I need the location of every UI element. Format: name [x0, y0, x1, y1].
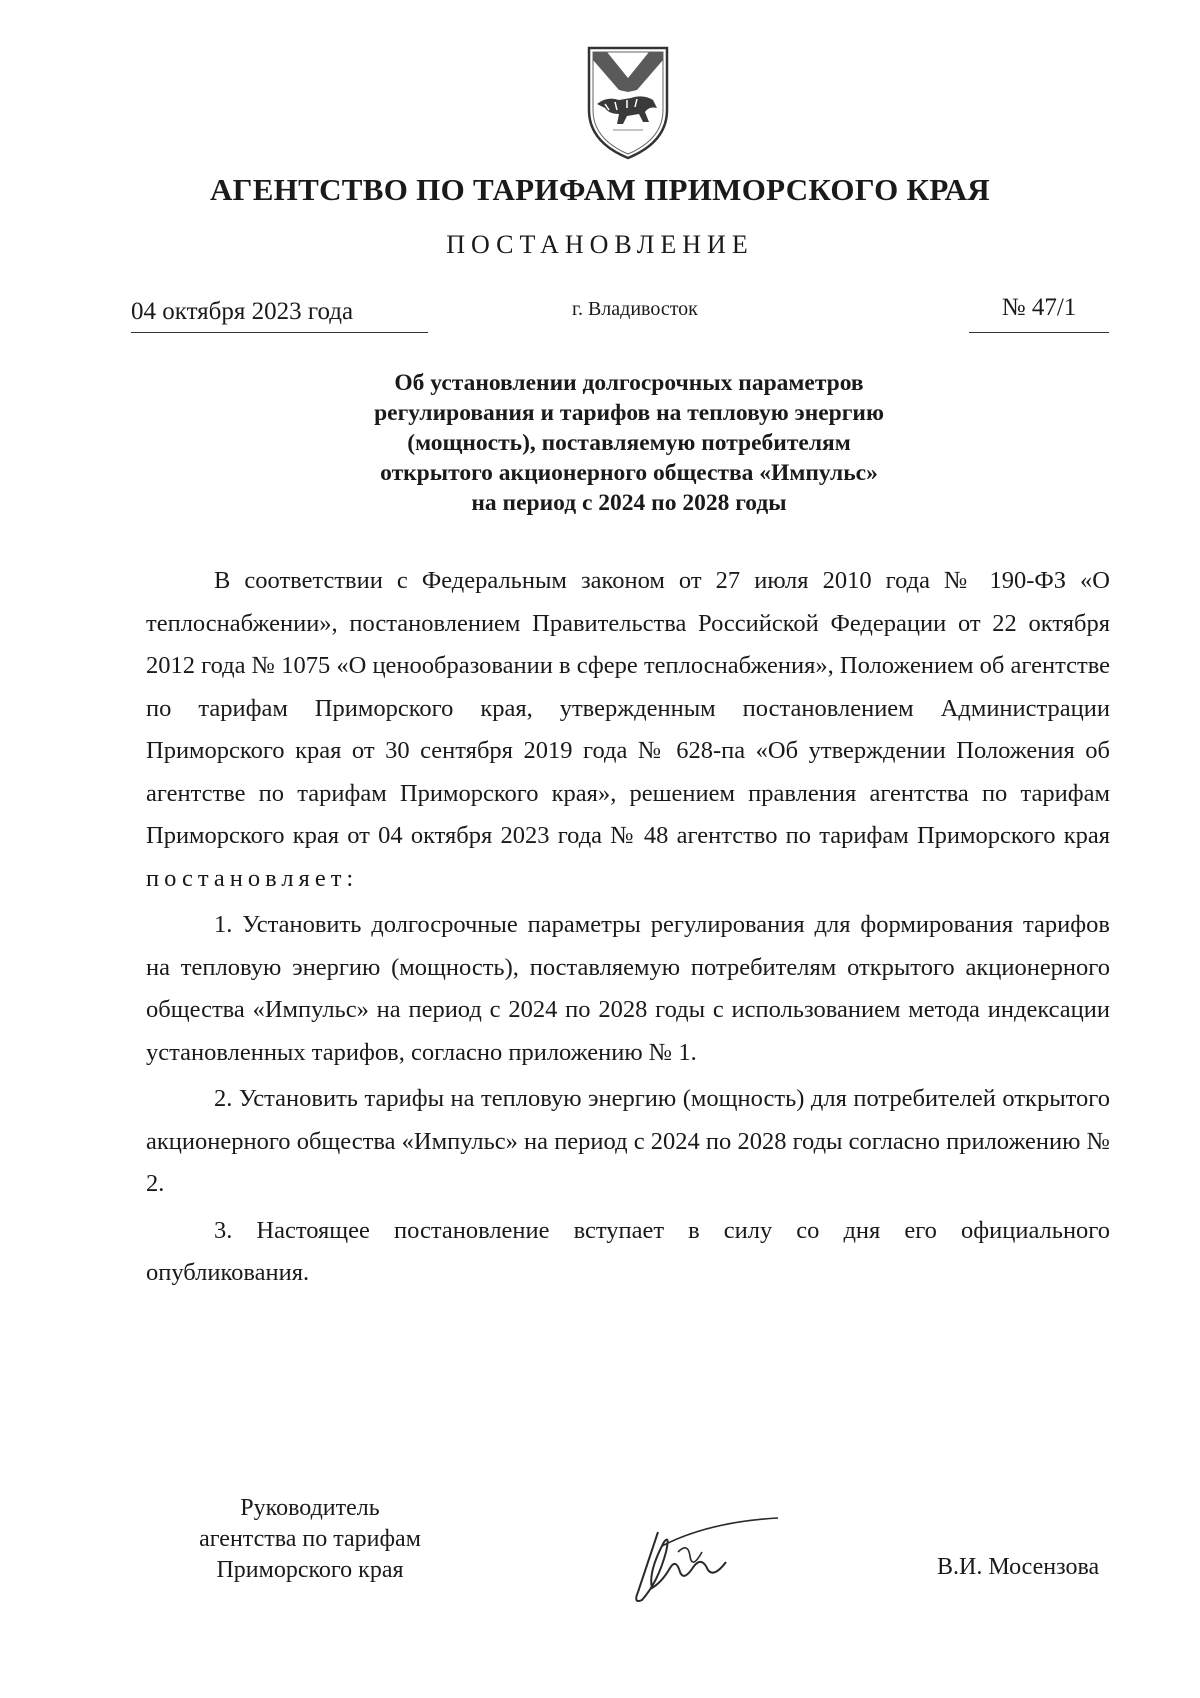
document-type: ПОСТАНОВЛЕНИЕ	[446, 230, 754, 259]
role-line: Руководитель	[240, 1495, 380, 1521]
signatory-role	[170, 1493, 450, 1586]
signature-icon	[618, 1512, 788, 1612]
item-3: 3. Настоящее постановление вступает в силу со дня его официального опубликования.	[146, 1216, 1110, 1286]
document-city: г. Владивосток	[572, 298, 698, 320]
title-line: открытого акционерного общества «Импульс»	[380, 460, 878, 486]
title-line: Об установлении долгосрочных параметров	[394, 370, 864, 396]
signatory-name: В.И. Мосензова	[937, 1554, 1100, 1580]
role-line: агентства по тарифам	[199, 1526, 421, 1552]
title-line: регулирования и тарифов на тепловую энергию	[374, 400, 884, 426]
document-date: 04 октября 2023 года	[131, 298, 428, 333]
title-line: (мощность), поставляемую потребителям	[407, 430, 851, 456]
document-body	[146, 560, 1110, 1295]
item-2: 2. Установить тарифы на тепловую энергию (мощность) для потребителей открытого акционерного общества «Импульс» на период с 2024 по 2028 годы согласно приложению № 2.	[146, 1085, 1110, 1197]
agency-name: АГЕНТСТВО ПО ТАРИФАМ ПРИМОРСКОГО КРАЯ	[210, 172, 990, 207]
resolves-word: постановляет:	[146, 864, 359, 892]
role-line: Приморского края	[216, 1557, 404, 1583]
document-number: № 47/1	[969, 294, 1109, 333]
item-1: 1. Установить долгосрочные параметры регулирования для формирования тарифов на тепловую энергию (мощность), поставляемую потребителям открытого акционерного общества «Импульс» на период с 2024 по 2028 годы с использованием метода индексации установленных тарифов, согласно приложению № 1.	[146, 911, 1110, 1066]
preamble-text: В соответствии с Федеральным законом от 27 июля 2010 года № 190-ФЗ «О теплоснабжении», постановлением Правительства Российской Федерации от 22 октября 2012 года № 1075 «О ценообразовании в сфере теплоснабжения», Положением об агентстве по тарифам Приморского края, утвержденным постановлением Администрации Приморского края от 30 сентября 2019 года № 628-па «Об утверждении Положения об агентстве по тарифам Приморского края», решением правления агентства по тарифам Приморского края от 04 октября 2023 года № 48 агентство по тарифам Приморского края	[146, 567, 1110, 849]
title-line: на период с 2024 по 2028 годы	[471, 490, 787, 516]
coat-of-arms-icon	[583, 44, 673, 162]
document-title	[0, 368, 1200, 518]
preamble-paragraph	[146, 560, 1110, 900]
